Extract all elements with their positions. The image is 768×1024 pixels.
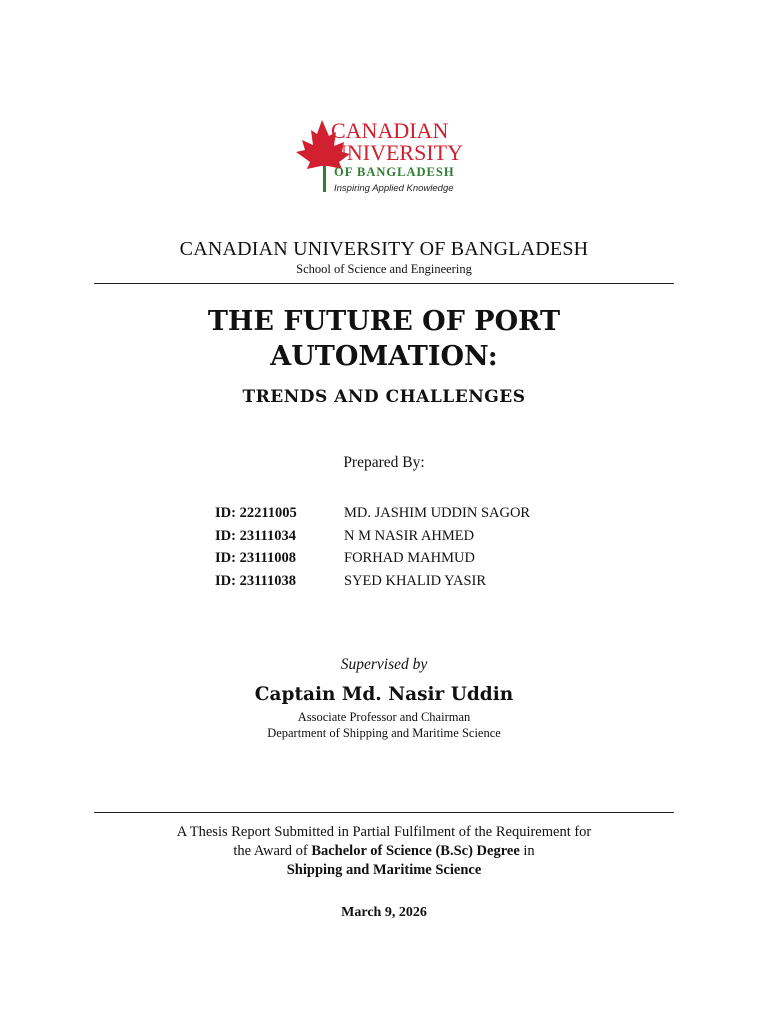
top-divider xyxy=(94,283,674,284)
student-id: ID: 23111034 xyxy=(215,527,296,544)
student-id: ID: 23111038 xyxy=(215,572,296,589)
school-name: School of Science and Engineering xyxy=(296,262,472,276)
submission-date: March 9, 2026 xyxy=(341,905,427,920)
thesis-statement xyxy=(0,823,768,880)
thesis-line-2-post: in xyxy=(519,843,535,859)
supervisor-name: Captain Md. Nasir Uddin xyxy=(254,684,514,705)
degree-name: Bachelor of Science (B.Sc) Degree xyxy=(311,843,520,859)
prepared-by-label: Prepared By: xyxy=(343,454,425,471)
student-id: ID: 23111008 xyxy=(215,550,296,566)
student-name: FORHAD MAHMUD xyxy=(344,550,475,566)
title-line-2: AUTOMATION: xyxy=(270,341,498,372)
university-name: CANADIAN UNIVERSITY OF BANGLADESH xyxy=(179,238,589,260)
logo-line-1: CANADIAN xyxy=(331,118,449,143)
thesis-subtitle: TRENDS AND CHALLENGES xyxy=(242,387,526,407)
logo-tagline: Inspiring Applied Knowledge xyxy=(334,183,454,194)
title-line-1: THE FUTURE OF PORT xyxy=(207,306,561,337)
field-name: Shipping and Maritime Science xyxy=(286,862,482,878)
bottom-divider xyxy=(94,812,674,813)
university-logo xyxy=(284,112,484,202)
supervised-by-label: Supervised by xyxy=(340,656,428,673)
thesis-title xyxy=(0,304,768,374)
supervisor-role: Associate Professor and Chairman xyxy=(297,710,471,724)
thesis-line-1: A Thesis Report Submitted in Partial Fulfilment of the Requirement for xyxy=(176,824,592,840)
logo-line-2: UNIVERSITY xyxy=(331,140,463,165)
student-id: ID: 22211005 xyxy=(215,505,297,521)
student-name: SYED KHALID YASIR xyxy=(344,572,487,589)
student-name: MD. JASHIM UDDIN SAGOR xyxy=(344,505,531,521)
supervisor-department: Department of Shipping and Maritime Science xyxy=(267,726,501,740)
thesis-line-2-pre: the Award of xyxy=(233,843,312,859)
thesis-line-2 xyxy=(0,842,768,861)
logo-line-3: OF BANGLADESH xyxy=(334,165,455,179)
student-name: N M NASIR AHMED xyxy=(344,527,475,544)
